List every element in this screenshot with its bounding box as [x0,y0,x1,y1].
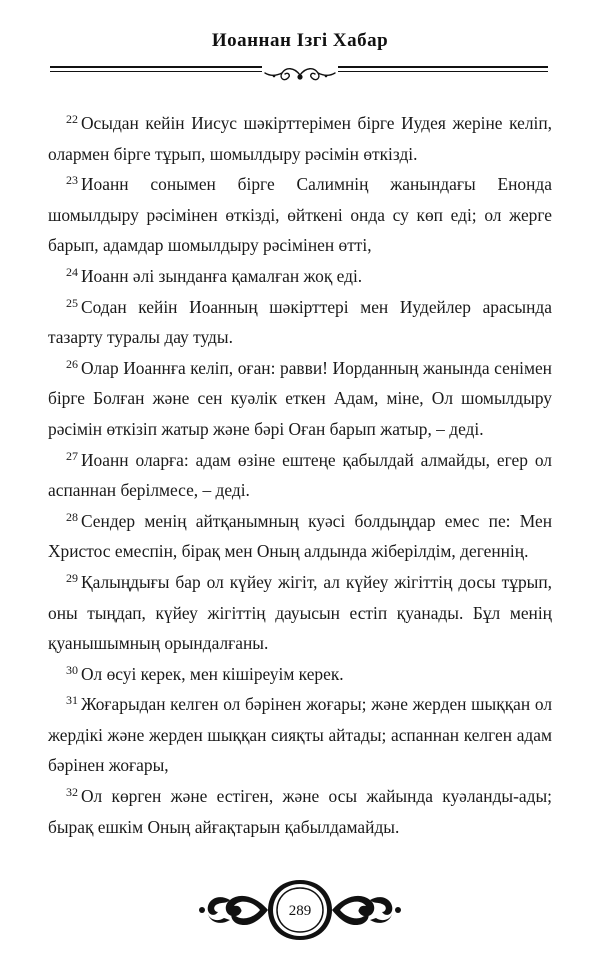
verse-number: 32 [66,785,78,800]
verse [48,261,552,292]
verse-number: 31 [66,693,78,708]
verse [48,567,552,659]
verse-text: Сендер менің айтқанымның куәсі болдыңдар емес пе: Мен Христос емеспін, бірақ мен Оның алдында жіберілдім, дегеннің. [48,510,552,562]
verse [48,445,552,506]
verse-number: 24 [66,264,78,279]
verse-number: 28 [66,509,78,524]
verse-text: Осыдан кейін Иисус шәкірттерімен бірге Иудея жеріне келіп, олармен бірге тұрып, шомылдыру рәсімін өткізді. [48,113,552,164]
verse [48,506,552,567]
verse-number: 22 [66,112,78,126]
verse [48,169,552,261]
verse-text: Иоанн оларға: адам өзіне ештеңе қабылдай алмайды, егер ол аспаннан берілмесе, – деді. [48,449,552,501]
verse [48,659,552,690]
verse-text: Иоанн сонымен бірге Салимнің жанындағы Енонда шомылдыру рәсімінен өткізді, өйткені онда су көп еді; ол жерге барып, адамдар шомылдыру рәсімінен өтті, [48,174,552,256]
verse-number: 25 [66,295,78,310]
verse-number: 23 [66,173,78,188]
verse-number: 30 [66,662,78,677]
verse-text: Иоанн әлі зынданға қамалған жоқ еді. [81,265,363,286]
verse [48,353,552,445]
page-number: 289 [288,903,312,919]
verse [48,781,552,842]
verse-text: Қалыңдығы бар ол күйеу жігіт, ал күйеу жігіттің досы тұрып, оны тыңдап, күйеу жігіттің дауысын естіп қуанады. Бұл менің қуанышымның орындалғаны. [48,571,552,654]
verse-text: Жоғарыдан келген ол бәрінен жоғары; және жерден шыққан ол жердікі және жерден шыққан сияқты айтады; аспаннан келген адам бәрінен жоғары, [48,694,552,776]
verse-text: Олар Иоаннға келіп, оған: равви! Иорданның жанында сенімен бірге Болған және сен куәлік еткен Адам, міне, Ол шомылдыру рәсімін өткізіп жатыр және бәрі Оған барып жатыр, – деді. [48,357,552,439]
verse-number: 29 [66,570,78,585]
verse-number: 26 [66,356,78,371]
header-ornament-icon [262,64,338,86]
verse-number: 27 [66,448,78,463]
scripture-text [48,108,552,842]
verse [48,292,552,353]
verse-text: Ол көрген және естіген, және осы жайында куәланды-ады; бырақ ешкім Оның айғақтарын қабылдамайды. [48,786,552,837]
verse [48,108,552,169]
page-header-title: Иоаннан Ізгі Хабар [211,30,389,51]
verse-text: Содан кейін Иоанның шәкірттері мен Иудейлер арасында тазарту туралы дау туды. [48,296,552,348]
verse [48,689,552,781]
verse-text: Ол өсуі керек, мен кішіреуім керек. [81,663,344,684]
